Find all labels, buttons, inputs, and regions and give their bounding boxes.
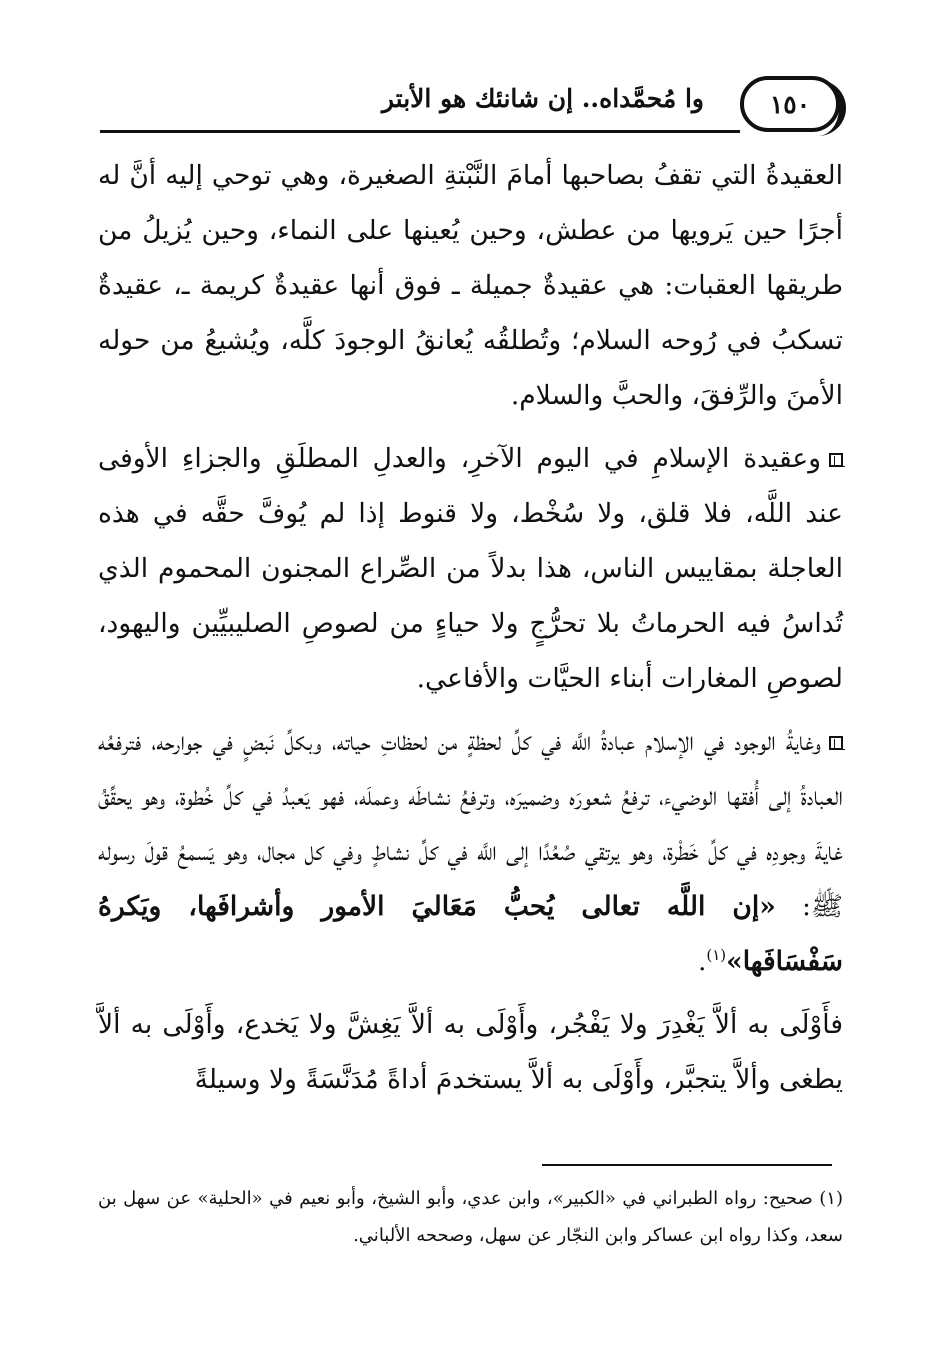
paragraph-text: العقيدةُ التي تقفُ بصاحبها أمامَ النَّبْتةِ الصغيرة، وهي توحي إليه أنَّ له أجرًا حين يَرويها من عطش، وحين يُعينها على النماء، وحين يُزيلُ من طريقها العقبات: هي عقيدةٌ جميلة ـ فوق أنها عقيدةٌ كريمة ـ، عقيدةٌ تسكبُ في رُوحه السلام؛ وتُطلقُه يُعانقُ الوجودَ كلَّه، ويُشيعُ من حوله الأمنَ والرِّفقَ، والحبَّ والسلام. — [98, 160, 843, 411]
page-number: ١٥٠ — [769, 89, 811, 119]
footnote-reference[interactable]: (١) — [706, 946, 727, 965]
hadith-quote: «إن اللَّه تعالى يُحبُّ مَعَاليَ الأمور وأشرافَها، ويَكرهُ سَفْسَافَها» — [98, 891, 843, 977]
paragraph-text: فأَوْلَى به ألاَّ يَغْدِرَ ولا يَفْجُر، وأَوْلَى به ألاَّ يَغِشَّ ولا يَخدع، وأَوْلَى به ألاَّ يطغى وألاَّ يتجبَّر، وأَوْلَى به ألاَّ يستخدمَ أداةً مُدَنَّسَةً ولا وسيلةً — [98, 1009, 843, 1095]
header-title: وا مُحمَّداه.. إن شانئك هو الأبتر — [381, 84, 704, 113]
footnote-divider — [542, 1164, 832, 1166]
paragraph-3: وغايةُ الوجود في الإسلام عبادةُ اللَّه في كلِّ لحظةٍ من لحظاتِ حياته، وبكلِّ نَبضٍ في جوارحه، فترفعُه العبادةُ إلى أُفقها الوضيء، ترفعُ شعورَه وضميرَه، وترفعُ نشاطَه وعملَه، فهو يَعبدُ في كلِّ خُطوة، وهو يحقِّقُ غايةَ وجودِه في كلِّ خَطْرة، وهو يرتقي صُعُدًا إلى اللَّه في كلِّ نشاطٍ وفي كل مجال، وهو يَسمعُ قولَ رسوله ﷺ: «إن اللَّه تعالى يُحبُّ مَعَاليَ الأمور وأشرافَها، ويَكرهُ سَفْسَافَها»$^{(١)}$. — [98, 726, 843, 977]
header-rule — [100, 130, 740, 133]
running-header — [100, 72, 840, 138]
paragraph-2 — [98, 431, 843, 706]
footnote — [98, 1180, 843, 1254]
paragraph-marker-icon — [829, 736, 843, 750]
paragraph-4 — [98, 997, 843, 1107]
footnote-text: (١) صحيح: رواه الطبراني في «الكبير»، وابن عدي، وأبو الشيخ، وأبو نعيم في «الحلية» عن سهل بن سعد، وكذا رواه ابن عساكر وابن النجّار عن سهل، وصححه الألباني. — [98, 1188, 843, 1246]
paragraph-text: وغايةُ الوجود في الإسلام عبادةُ اللَّه في كلِّ لحظةٍ من لحظاتِ حياته، وبكلِّ نَبضٍ في جوارحه، فترفعُه العبادةُ إلى أُفقها الوضيء، ترفعُ شعورَه وضميرَه، وترفعُ نشاطَه وعملَه، فهو يَعبدُ في كلِّ خُطوة، وهو يحقِّقُ غايةَ وجودِه في كلِّ خَطْرة، وهو يرتقي صُعُدًا إلى اللَّه في كلِّ نشاطٍ وفي كل مجال، وهو يَسمعُ قولَ رسوله ﷺ: — [98, 726, 843, 922]
paragraph-marker-icon — [829, 453, 843, 467]
body-text — [98, 148, 843, 1115]
paragraph-1 — [98, 148, 843, 423]
page-number-badge — [740, 76, 840, 132]
paragraph-text: وعقيدة الإسلامِ في اليوم الآخرِ، والعدلِ المطلَقِ والجزاءِ الأوفى عند اللَّه، فلا قلق، ولا سُخْط، ولا قنوط إذا لم يُوفَّ حقَّه في هذه العاجلة بمقاييس الناس، هذا بدلاً من الصِّراع المجنون المحموم الذي تُداسُ فيه الحرماتُ بلا تحرُّجٍ ولا حياءٍ من لصوصِ الصليبيِّين واليهود، لصوصِ المغارات أبناء الحيَّات والأفاعي. — [98, 443, 843, 694]
